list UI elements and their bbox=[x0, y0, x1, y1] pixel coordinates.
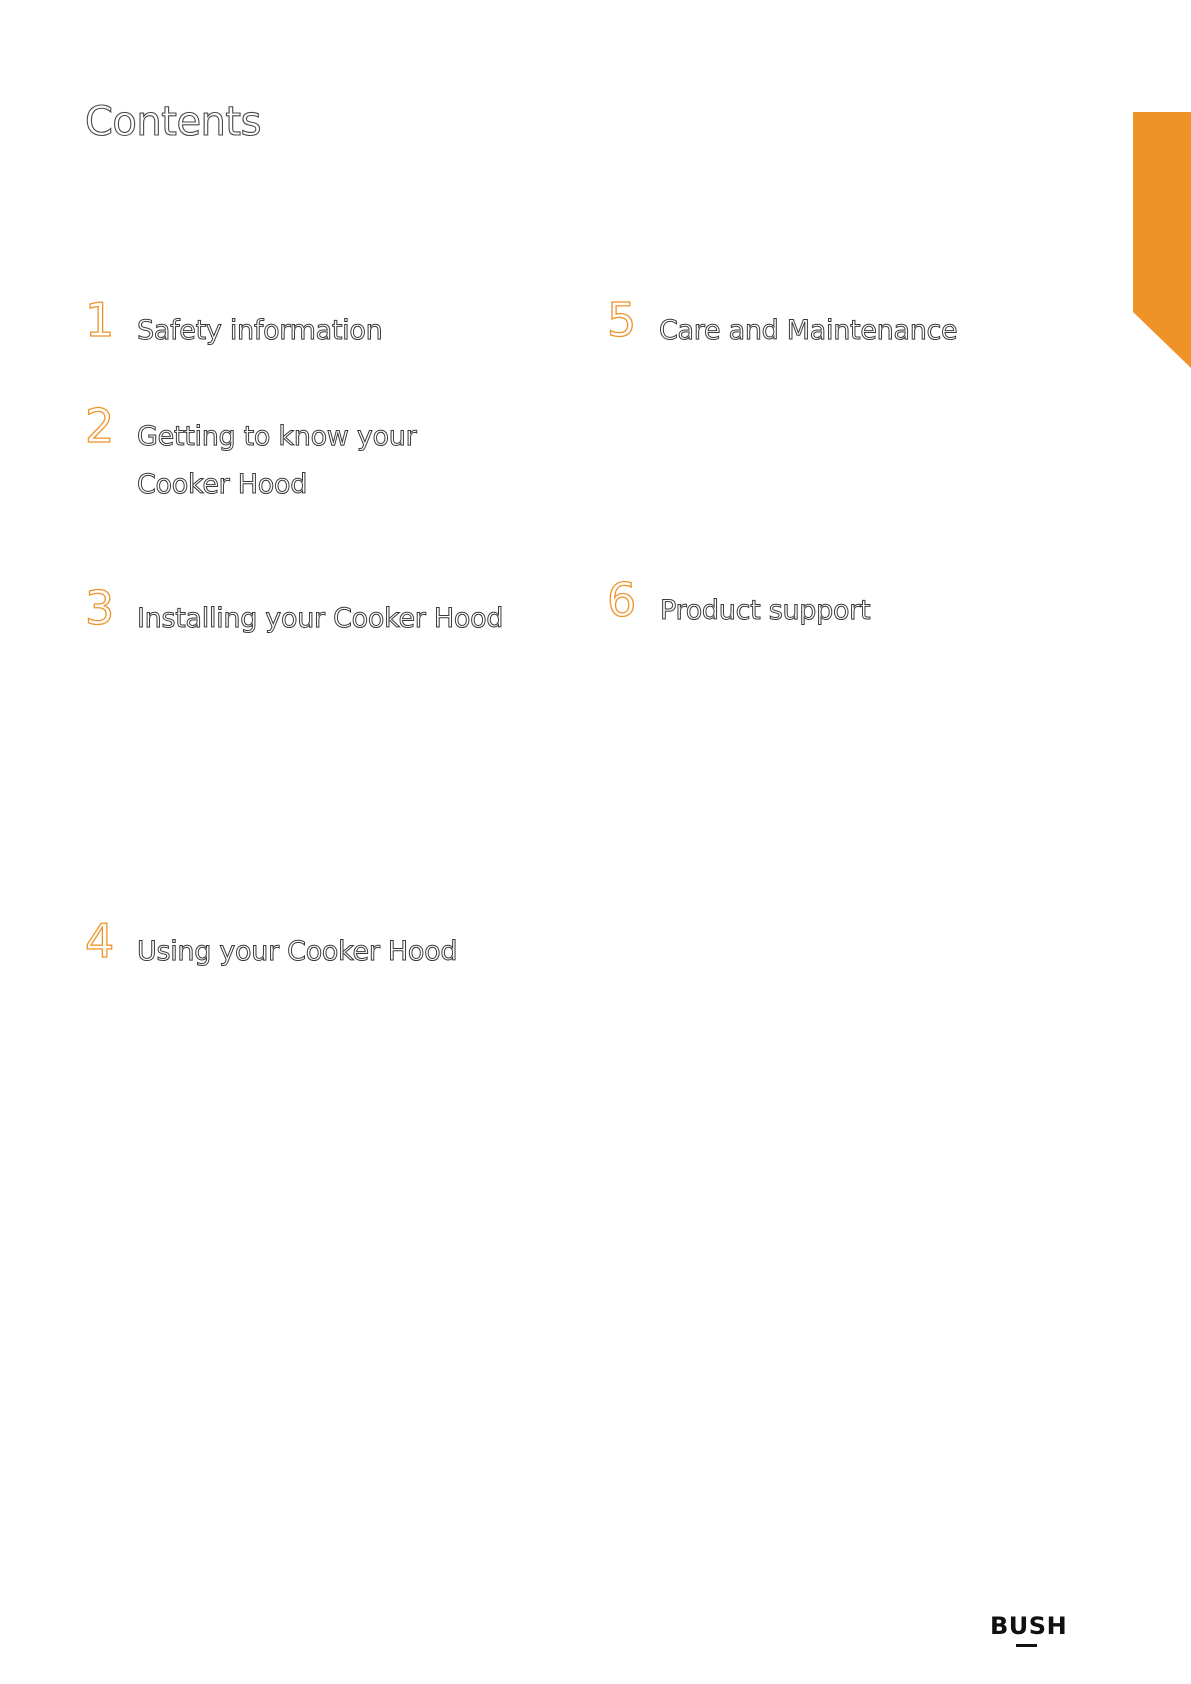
toc-label-line: Cooker Hood bbox=[137, 469, 308, 500]
toc-entry-product-support[interactable] bbox=[607, 573, 1007, 637]
toc-number: 1 bbox=[85, 293, 115, 347]
toc-label bbox=[137, 413, 416, 509]
tab-shape bbox=[1133, 112, 1191, 368]
bush-logo-text: BUSH bbox=[990, 1612, 1068, 1640]
toc-entry-safety-information[interactable] bbox=[85, 293, 505, 357]
toc-label-line: Safety information bbox=[137, 315, 383, 346]
section-tab-marker bbox=[1133, 112, 1191, 368]
toc-label-line: Getting to know your bbox=[137, 421, 417, 452]
toc-label bbox=[137, 928, 457, 976]
toc-label-line: Product support bbox=[660, 595, 871, 626]
toc-label-line: Installing your Cooker Hood bbox=[137, 603, 504, 634]
page-title: Contents bbox=[85, 99, 261, 145]
toc-number: 2 bbox=[85, 399, 115, 453]
bush-logo bbox=[990, 1612, 1068, 1652]
toc-label bbox=[137, 307, 382, 355]
toc-entry-installing[interactable] bbox=[85, 581, 515, 645]
bush-logo-underline bbox=[1016, 1644, 1037, 1647]
toc-number: 6 bbox=[607, 573, 637, 627]
toc-entry-getting-to-know[interactable] bbox=[85, 399, 505, 513]
toc-label-line: Care and Maintenance bbox=[659, 315, 958, 346]
toc-number: 4 bbox=[85, 914, 115, 968]
toc-label bbox=[137, 595, 503, 643]
toc-number: 5 bbox=[607, 293, 637, 347]
toc-label bbox=[660, 587, 870, 635]
toc-entry-care-and-maintenance[interactable] bbox=[607, 293, 1007, 357]
toc-label bbox=[659, 307, 957, 355]
toc-label-line: Using your Cooker Hood bbox=[137, 936, 458, 967]
toc-entry-using[interactable] bbox=[85, 914, 515, 978]
toc-number: 3 bbox=[85, 581, 115, 635]
